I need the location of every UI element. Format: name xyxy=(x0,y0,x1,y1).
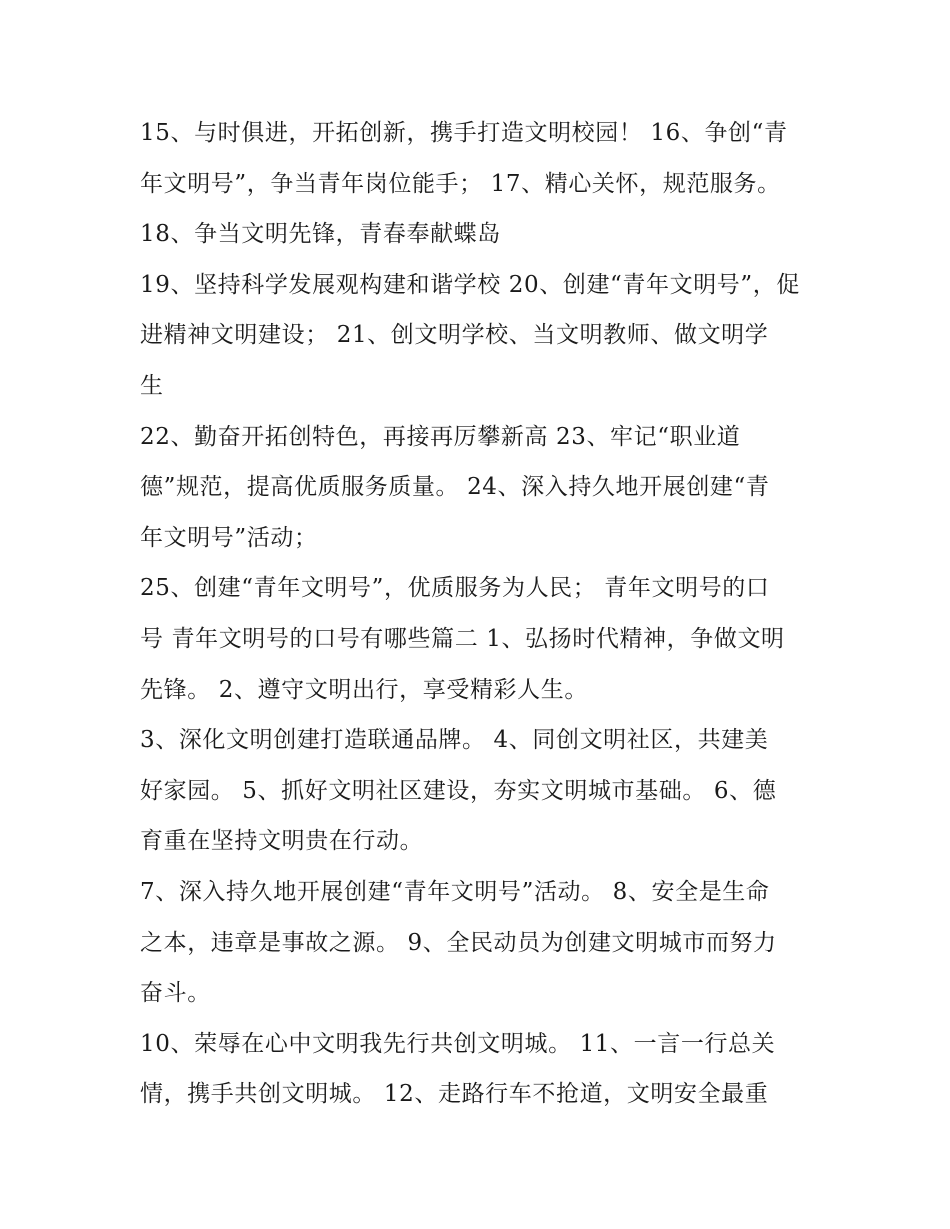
text-line: 15、与时俱进，开拓创新，携手打造文明校园！ 16、争创“青 xyxy=(140,120,788,146)
text-line: 号 青年文明号的口号有哪些篇二 1、弘扬时代精神，争做文明 xyxy=(140,625,785,652)
text-line: 好家园。 5、抓好文明社区建设，夯实文明城市基础。 6、德 xyxy=(140,777,777,804)
text-line: 情，携手共创文明城。 12、走路行车不抢道，文明安全最重 xyxy=(140,1081,769,1108)
text-line: 年文明号”，争当青年岗位能手； 17、精心关怀，规范服务。 xyxy=(140,170,781,197)
text-line: 19、坚持科学发展观构建和谐学校 20、创建“青年文明号”，促 xyxy=(140,271,800,298)
text-line: 先锋。 2、遵守文明出行，享受精彩人生。 xyxy=(140,676,588,703)
text-line: 进精神文明建设； 21、创文明学校、当文明教师、做文明学 xyxy=(140,322,769,349)
text-line: 之本，违章是事故之源。 9、全民动员为创建文明城市而努力 xyxy=(140,929,777,956)
text-line: 10、荣辱在心中文明我先行共创文明城。 11、一言一行总关 xyxy=(140,1030,776,1057)
text-line: 3、深化文明创建打造联通品牌。 4、同创文明社区，共建美 xyxy=(140,727,769,754)
document-body xyxy=(140,108,820,1120)
text-line: 育重在坚持文明贵在行动。 xyxy=(140,828,424,855)
text-line: 22、勤奋开拓创特色，再接再厉攀新高 23、牢记“职业道 xyxy=(140,423,741,450)
text-line: 年文明号”活动； xyxy=(140,524,318,551)
text-line: 25、创建“青年文明号”，优质服务为人民； 青年文明号的口 xyxy=(140,575,770,602)
text-line: 18、争当文明先锋，青春奉献蝶岛 xyxy=(140,221,501,248)
text-line: 德”规范，提高优质服务质量。 24、深入持久地开展创建“青 xyxy=(140,474,770,501)
text-line: 7、深入持久地开展创建“青年文明号”活动。 8、安全是生命 xyxy=(140,878,770,905)
text-line: 奋斗。 xyxy=(140,980,211,1007)
text-line: 生 xyxy=(140,372,164,399)
